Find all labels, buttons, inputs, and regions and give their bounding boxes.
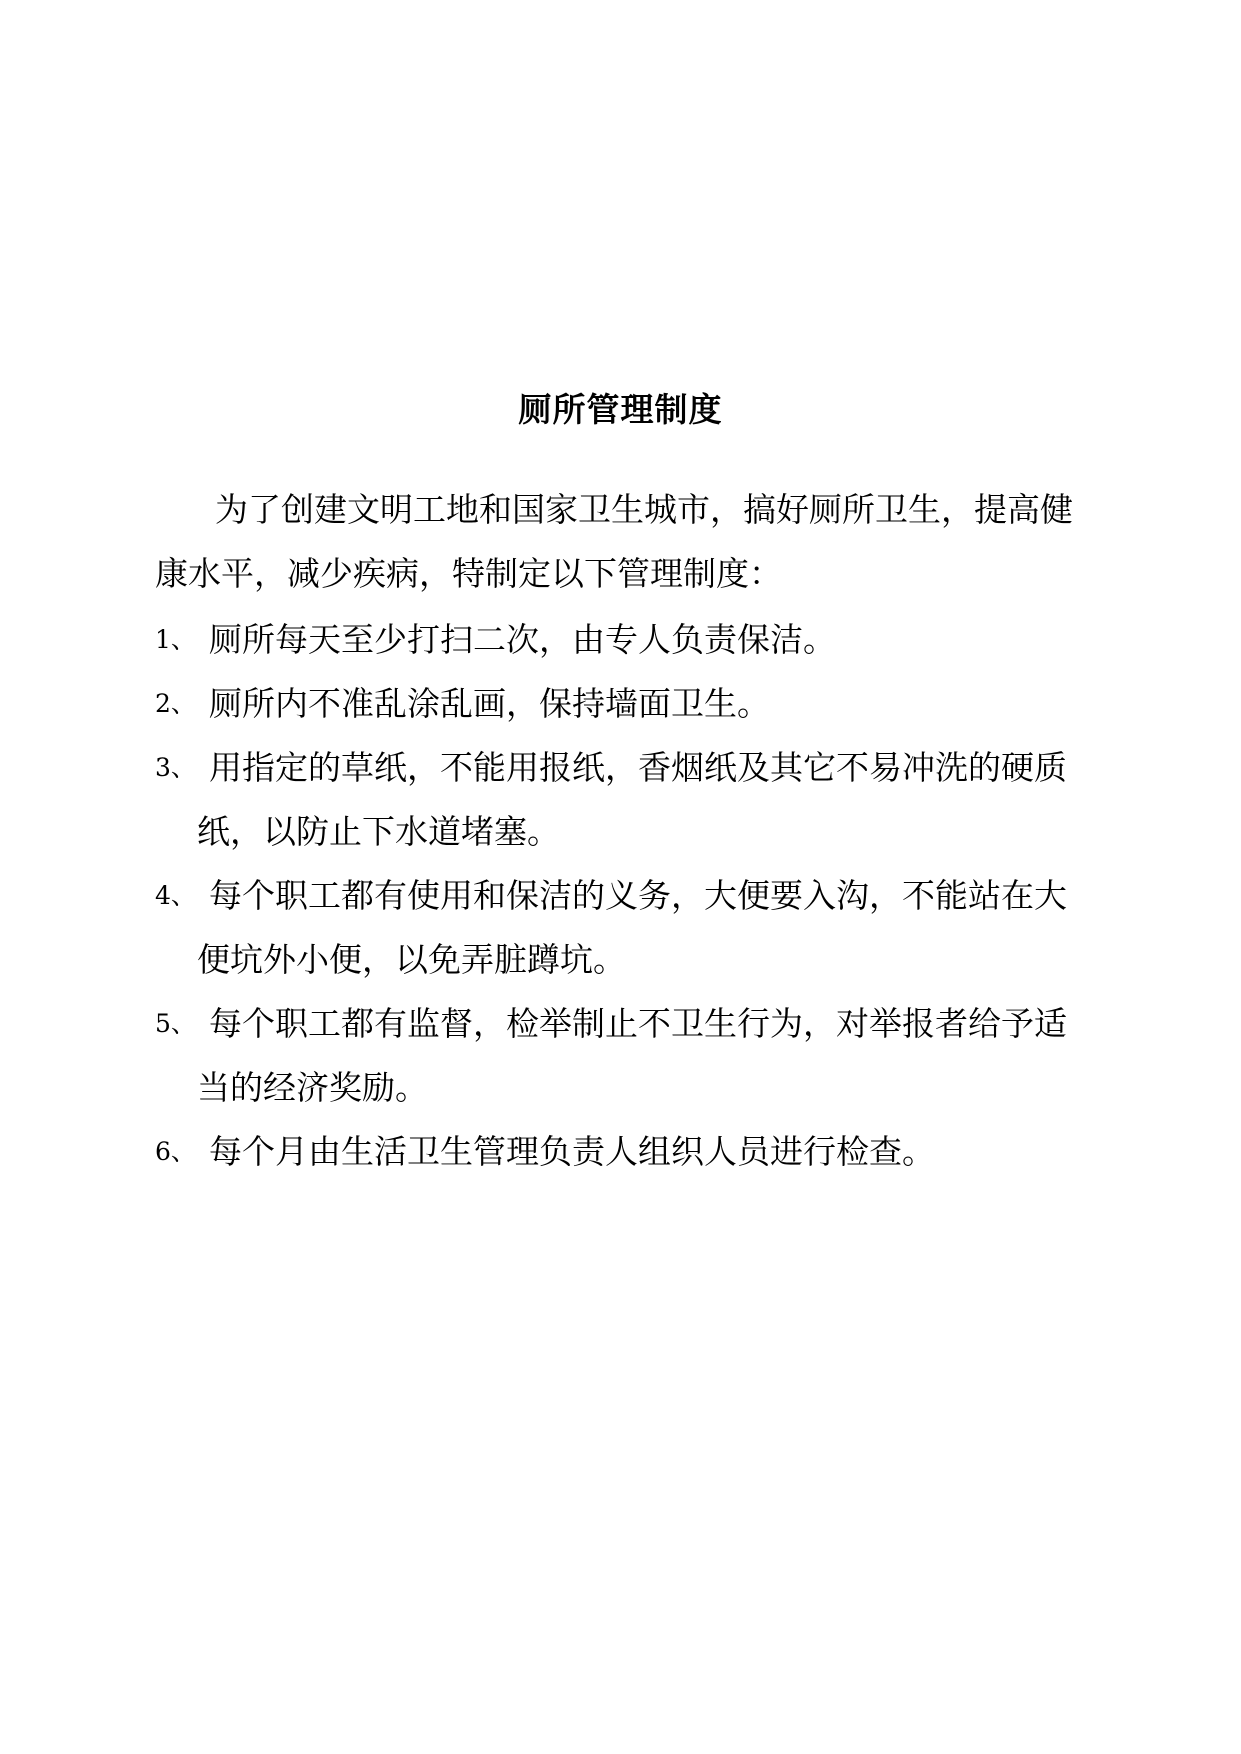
list-item-line: 厕所每天至少打扫二次，由专人负责保洁。 (209, 620, 836, 659)
intro-line-1: 为了创建文明工地和国家卫生城市，搞好厕所卫生，提高健 (215, 490, 1073, 529)
list-item-number: 5、 (155, 1009, 196, 1038)
list-item-number: 3、 (155, 753, 196, 782)
list-item (155, 992, 1090, 1120)
list-item-number: 6、 (155, 1137, 196, 1166)
list-item-number: 1、 (155, 625, 196, 654)
list-item-line: 每个职工都有监督，检举制止不卫生行为，对举报者给予适 (209, 1004, 1067, 1043)
list-item-text (197, 736, 1090, 864)
list-item-text (209, 672, 1090, 736)
list-item-continuation: 纸，以防止下水道堵塞。 (197, 812, 560, 851)
document-title: 厕所管理制度 (518, 390, 723, 429)
list-item-continuation: 便坑外小便，以免弄脏蹲坑。 (197, 940, 626, 979)
list-item-line: 用指定的草纸，不能用报纸，香烟纸及其它不易冲洗的硬质 (209, 748, 1067, 787)
list-item-number: 2、 (155, 689, 196, 718)
intro-paragraph (155, 478, 1090, 606)
list-item-line: 每个月由生活卫生管理负责人组织人员进行检查。 (209, 1132, 935, 1171)
list-item-line: 厕所内不准乱涂乱画，保持墙面卫生。 (209, 684, 770, 723)
list-item-text (209, 608, 1090, 672)
intro-line-2: 康水平，减少疾病，特制定以下管理制度： (155, 554, 782, 593)
list-item (155, 736, 1090, 864)
list-item (155, 864, 1090, 992)
list-item (155, 1120, 1090, 1184)
list-item-continuation: 当的经济奖励。 (197, 1068, 428, 1107)
list-item-text (197, 864, 1090, 992)
list-item (155, 608, 1090, 672)
list-item-number: 4、 (155, 881, 196, 910)
list-item-text (209, 1120, 1090, 1184)
list-item-text (197, 992, 1090, 1120)
rules-list (155, 608, 1090, 1184)
list-item (155, 672, 1090, 736)
list-item-line: 每个职工都有使用和保洁的义务，大便要入沟，不能站在大 (209, 876, 1067, 915)
